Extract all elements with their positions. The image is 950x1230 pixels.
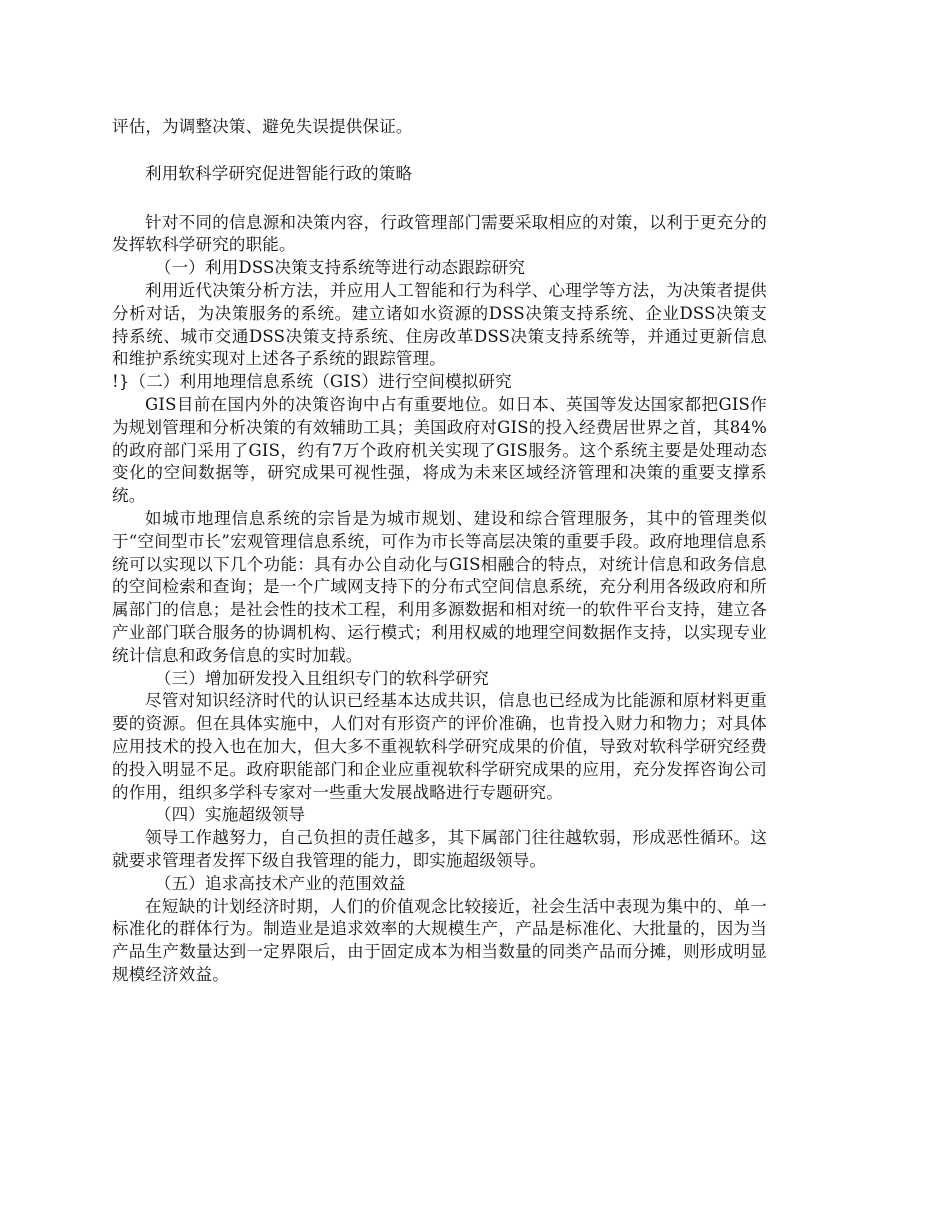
item-heading-5: （五）追求高技术产业的范围效益 [154,873,406,893]
document-body [112,116,767,987]
opening-fragment: 评估，为调整决策、避免失误提供保证。 [112,117,413,136]
item-paragraph-2-2: 如城市地理信息系统的宗旨是为城市规划、建设和综合管理服务，其中的管理类似于“空间型市长”宏观管理信息系统，可作为市长等高层决策的重要手段。政府地理信息系统可以实现以下几个功能：具有办公自动化与GIS相融合的特点，对统计信息和政务信息的空间检索和查询；是一个广域网支持下的分布式空间信息系统，充分利用各级政府和所属部门的信息；是社会性的技术工程，利用多源数据和相对统一的软件平台支持，建立各产业部门联合服务的协调机构、运行模式；利用权威的地理空间数据作支持，以实现专业统计信息和政务信息的实时加载。 [112,508,767,665]
item-heading-4: （四）实施超级领导 [154,805,306,825]
item-heading-2: !}（二）利用地理信息系统（GIS）进行空间模拟研究 [112,372,512,392]
item-paragraph-2-1: GIS目前在国内外的决策咨询中占有重要地位。如日本、英国等发达国家都把GIS作为规划管理和分析决策的有效辅助工具；美国政府对GIS的投入经费居世界之首，其84%的政府部门采用了GIS，约有7万个政府机关实现了GIS服务。这个系统主要是处理动态变化的空间数据等，研究成果可视性强，将成为未来区域经济管理和决策的重要支撑系统。 [112,394,767,506]
spacer [112,139,767,163]
spacer [112,186,767,212]
item-heading-3: （三）增加研发投入且组织专门的软科学研究 [154,668,489,688]
item-paragraph-1-1: 利用近代决策分析方法，并应用人工智能和行为科学、心理学等方法，为决策者提供分析对话，为决策服务的系统。建立诸如水资源的DSS决策支持系统、企业DSS决策支持系统、城市交通DSS决策支持系统、住房改革DSS决策支持系统等，并通过更新信息和维护系统实现对上述各子系统的跟踪管理。 [112,280,767,369]
item-paragraph-3-1: 尽管对知识经济时代的认识已经基本达成共识，信息也已经成为比能源和原材料更重要的资源。但在具体实施中，人们对有形资产的评价准确，也肯投入财力和物力；对具体应用技术的投入也在加大，但大多不重视软科学研究成果的价值，导致对软科学研究经费的投入明显不足。政府职能部门和企业应重视软科学研究成果的应用，充分发挥咨询公司的作用，组织多学科专家对一些重大发展战略进行专题研究。 [112,691,767,802]
section-title: 利用软科学研究促进智能行政的策略 [145,163,413,183]
item-paragraph-5-1: 在短缺的计划经济时期，人们的价值观念比较接近，社会生活中表现为集中的、单一标准化的群体行为。制造业是追求效率的大规模生产，产品是标准化、大批量的，因为当产品生产数量达到一定界限后，由于固定成本为相当数量的同类产品而分摊，则形成明显规模经济效益。 [112,896,767,984]
intro-paragraph: 针对不同的信息源和决策内容，行政管理部门需要采取相应的对策，以利于更充分的发挥软科学研究的职能。 [112,212,767,255]
item-heading-1: （一）利用DSS决策支持系统等进行动态跟踪研究 [154,258,526,278]
item-paragraph-4-1: 领导工作越努力，自己负担的责任越多，其下属部门往往越软弱，形成恶性循环。这就要求管理者发挥下级自我管理的能力，即实施超级领导。 [112,828,767,870]
